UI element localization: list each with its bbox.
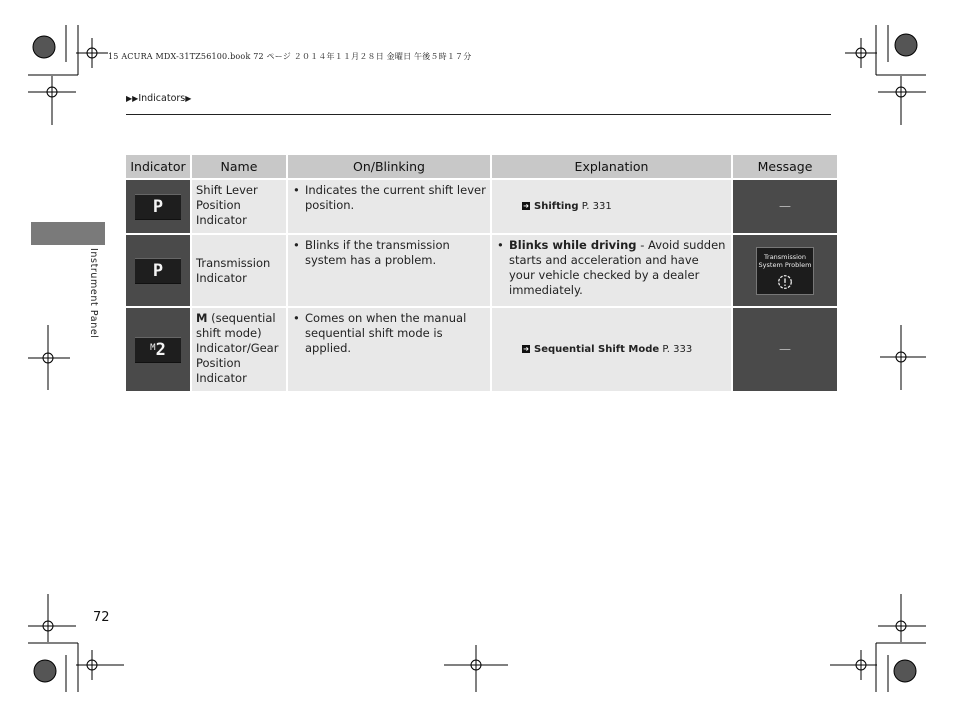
- reference-page: P. 333: [659, 344, 693, 355]
- reference-title: Sequential Shift Mode: [534, 344, 660, 355]
- indicator-cell: [126, 180, 190, 233]
- section-label: Instrument Panel: [88, 248, 99, 339]
- on-cell: [288, 180, 490, 233]
- breadcrumb: [126, 93, 191, 104]
- breadcrumb-arrows: ▶▶: [126, 94, 139, 103]
- name-bold: M: [196, 311, 208, 325]
- indicator-cell: [126, 308, 190, 391]
- header-indicator: Indicator: [126, 155, 190, 178]
- display-glyph: P: [152, 260, 164, 281]
- list-item: • Blinks if the transmission system has a problem.: [305, 238, 486, 268]
- shift-position-indicator-icon: [135, 194, 181, 220]
- name-cell: Shift Lever Position Indicator: [192, 180, 286, 233]
- explanation-text: - Avoid sudden starts and acceleration and have your vehicle checked by a dealer immediately.: [509, 238, 726, 297]
- breadcrumb-label[interactable]: Indicators: [138, 93, 186, 104]
- list-item: [509, 238, 727, 298]
- reference-arrow-icon: ➜: [523, 345, 529, 353]
- display-glyph: 2: [155, 339, 166, 360]
- explanation-cell: [492, 308, 731, 391]
- table-row: [126, 235, 837, 306]
- shifting-reference-link[interactable]: [496, 199, 727, 214]
- sequential-shift-mode-reference-link[interactable]: [496, 342, 727, 357]
- header-message: Message: [733, 155, 837, 178]
- header-rule: [126, 114, 831, 115]
- on-cell: [288, 308, 490, 391]
- table-header-row: [126, 155, 837, 178]
- header-on-blinking: On/Blinking: [288, 155, 490, 178]
- sequential-mode-indicator-icon: [135, 337, 181, 363]
- table-row: [126, 308, 837, 391]
- message-cell: [733, 235, 837, 306]
- section-tab: [31, 222, 105, 245]
- indicator-cell: [126, 235, 190, 306]
- display-glyph: P: [152, 196, 164, 217]
- on-cell: [288, 235, 490, 306]
- message-line: Transmission: [764, 252, 806, 261]
- message-cell: —: [733, 308, 837, 391]
- name-cell: Transmission Indicator: [192, 235, 286, 306]
- print-header: 15 ACURA MDX-31TZ56100.book 72 ページ ２０１４年１１月２８日 金曜日 午後５時１７分: [108, 52, 472, 61]
- indicators-table: [124, 153, 839, 393]
- message-cell: —: [733, 180, 837, 233]
- transmission-system-problem-message: [756, 247, 814, 295]
- breadcrumb-trail-arrow: ▶: [185, 94, 192, 103]
- explanation-cell: [492, 235, 731, 306]
- header-explanation: Explanation: [492, 155, 731, 178]
- page-number: 72: [93, 610, 110, 625]
- reference-page: P. 331: [578, 201, 612, 212]
- display-glyph-small: M: [150, 342, 156, 353]
- message-line: System Problem: [758, 260, 812, 269]
- name-cell: [192, 308, 286, 391]
- transmission-indicator-icon: [135, 258, 181, 284]
- list-item: • Comes on when the manual sequential shift mode is applied.: [305, 311, 486, 356]
- header-name: Name: [192, 155, 286, 178]
- table-row: [126, 180, 837, 233]
- gear-warning-icon: [776, 273, 794, 291]
- reference-title: Shifting: [534, 201, 579, 212]
- explanation-bold: Blinks while driving: [509, 238, 637, 252]
- reference-arrow-icon: ➜: [523, 202, 529, 210]
- name-text: (sequential shift mode) Indicator/Gear Position Indicator: [196, 311, 279, 385]
- explanation-cell: [492, 180, 731, 233]
- list-item: • Indicates the current shift lever position.: [305, 183, 486, 213]
